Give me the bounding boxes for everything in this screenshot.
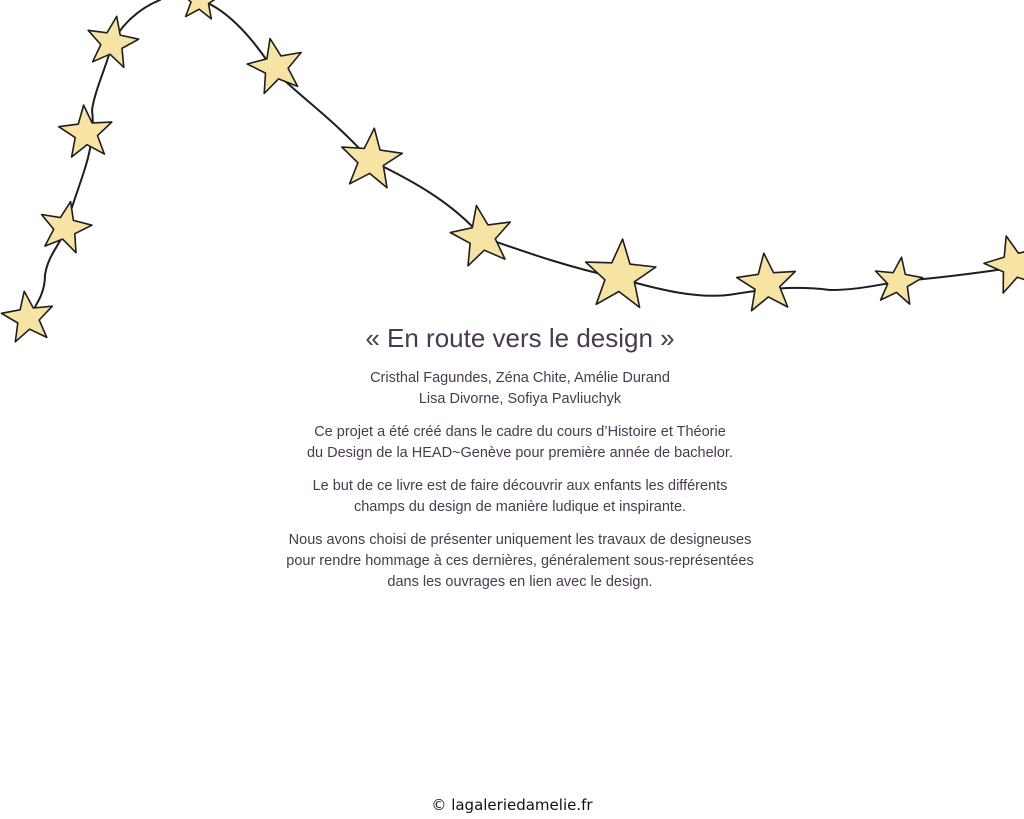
star-garland-illustration bbox=[0, 0, 1024, 360]
star-icon bbox=[88, 16, 139, 67]
text-block bbox=[250, 318, 790, 593]
paragraph-line: Ce projet a été créé dans le cadre du cours d’Histoire et Théorie bbox=[314, 424, 726, 440]
book-title: « En route vers le design » bbox=[365, 323, 675, 353]
authors bbox=[250, 368, 790, 410]
paragraph-line: champs du design de manière ludique et inspirante. bbox=[353, 499, 687, 515]
paragraph-line: pour rendre hommage à ces dernières, généralement sous-représentées bbox=[286, 553, 754, 569]
project-context-paragraph bbox=[250, 422, 790, 464]
star-icon bbox=[180, 0, 222, 19]
star-icon bbox=[1, 291, 52, 342]
book-goal-paragraph bbox=[250, 476, 790, 518]
paragraph-line: dans les ouvrages en lien avec le design. bbox=[387, 574, 653, 590]
star-icon bbox=[876, 257, 923, 304]
garland-string bbox=[28, 0, 1010, 318]
star-icon bbox=[984, 236, 1024, 293]
star-icon bbox=[342, 128, 403, 188]
star-icon bbox=[42, 202, 92, 253]
star-icon bbox=[59, 105, 112, 157]
authors-line: Lisa Divorne, Sofiya Pavliuchyk bbox=[418, 391, 622, 407]
paragraph-line: Nous avons choisi de présenter uniquement les travaux de designeuses bbox=[288, 532, 752, 548]
paragraph-line: Le but de ce livre est de faire découvrir aux enfants les différents bbox=[312, 478, 728, 494]
star-icon bbox=[247, 39, 301, 94]
paragraph-line: du Design de la HEAD~Genève pour première année de bachelor. bbox=[306, 445, 733, 461]
copyright-notice: © lagaleriedamelie.fr bbox=[431, 796, 593, 814]
star-icon bbox=[737, 253, 796, 311]
designers-paragraph bbox=[250, 530, 790, 593]
authors-line: Cristhal Fagundes, Zéna Chite, Amélie Durand bbox=[370, 370, 670, 386]
